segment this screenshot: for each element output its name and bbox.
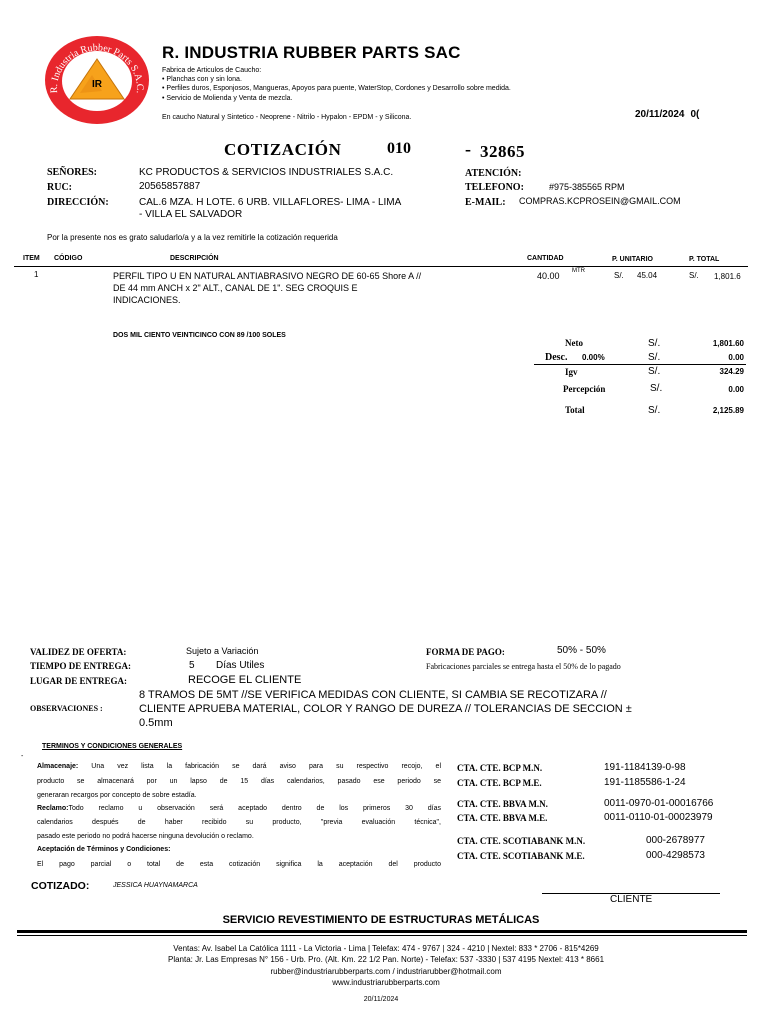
desc-value: 0.00 [728, 353, 744, 362]
svg-text:R. Industria Rubber Parts S.A.: R. Industria Rubber Parts S.A.C. [48, 42, 146, 94]
header-date-suffix: 0( [690, 109, 700, 120]
direccion-line-1: CAL.6 MZA. H LOTE. 6 URB. VILLAFLORES- LIMA - LIMA [139, 197, 402, 208]
cotizado-label: COTIZADO: [31, 880, 90, 892]
terms-aceptacion-label: Aceptación de Términos y Condiciones: [37, 846, 171, 853]
company-bullet-3: • Servicio de Molienda y Venta de mezcla. [162, 95, 293, 102]
company-logo [44, 35, 150, 125]
bank-value-4: 0011-0110-01-00023979 [604, 812, 713, 823]
company-materials: En caucho Natural y Sintetico - Neoprene - Nitrilo - Hypalon - EPDM - y Silicona. [162, 114, 412, 121]
ruc-value: 20565857887 [139, 181, 201, 192]
footer-rule-thin [17, 935, 747, 936]
header-date [635, 109, 699, 120]
email-value: COMPRAS.KCPROSEIN@GMAIL.COM [519, 196, 681, 206]
bank-label-4: CTA. CTE. BBVA M.E. [457, 813, 548, 823]
bank-value-2: 191-1185586-1-24 [604, 777, 686, 788]
observaciones-line-1: 8 TRAMOS DE 5MT //SE VERIFICA MEDIDAS CON CLIENTE, SI CAMBIA SE RECOTIZARA // [139, 689, 607, 701]
row-punitario: 45.04 [637, 271, 658, 280]
company-bullet-2: • Perfiles duros, Esponjosos, Mangueras, Apoyos para puente, WaterStop, Cordones y Desarrollo sobre medida. [162, 85, 511, 92]
observaciones-line-2: CLIENTE APRUEBA MATERIAL, COLOR Y RANGO DE DUREZA // TOLERANCIAS DE SECCION ± [139, 703, 632, 715]
terms-almacenaje-line-3: generaran recargos por concepto de sobre estadía. [37, 792, 197, 799]
th-ptotal: P. TOTAL [689, 256, 720, 263]
th-punitario: P. UNITARIO [612, 256, 653, 263]
lugar-value: RECOGE EL CLIENTE [188, 674, 302, 686]
quote-dash: - [465, 139, 471, 159]
bank-label-5: CTA. CTE. SCOTIABANK M.N. [457, 836, 586, 846]
footer-ventas: Ventas: Av. Isabel La Católica 1111 - La Victoria - Lima | Telefax: 474 - 9767 | 324 - 4210 | Nextel: 833 * 2706 - 815*4269 [173, 944, 599, 953]
senores-value: KC PRODUCTOS & SERVICIOS INDUSTRIALES S.A.C. [139, 167, 394, 178]
bank-label-1: CTA. CTE. BCP M.N. [457, 763, 543, 773]
direccion-line-2: - VILLA EL SALVADOR [139, 209, 243, 220]
validez-value: Sujeto a Variación [186, 646, 259, 656]
row-desc-line-2: DE 44 mm ANCH x 2" ALT., CANAL DE 1". SEG CROQUIS E [113, 283, 358, 293]
senores-label: SEÑORES: [47, 167, 98, 178]
igv-currency: S/. [648, 366, 661, 377]
company-tagline: Fabrica de Articulos de Caucho: [162, 67, 262, 74]
desc-currency: S/. [648, 352, 661, 363]
row-currency-unit: S/. [614, 271, 624, 280]
neto-currency: S/. [648, 338, 661, 349]
th-cantidad: CANTIDAD [527, 255, 564, 262]
cotizado-value: JESSICA HUAYNAMARCA [113, 882, 198, 889]
table-header-rule [14, 266, 748, 267]
footer-web: www.industriarubberparts.com [332, 978, 440, 987]
company-name: R. INDUSTRIA RUBBER PARTS SAC [162, 43, 461, 62]
row-desc-line-1: PERFIL TIPO U EN NATURAL ANTIABRASIVO NEGRO DE 60-65 Shore A // [113, 271, 422, 281]
bank-value-3: 0011-0970-01-00016766 [604, 798, 714, 809]
bank-value-1: 191-1184139-0-98 [604, 762, 686, 773]
observaciones-label: OBSERVACIONES : [30, 704, 103, 713]
email-label: E-MAIL: [465, 197, 506, 208]
row-cantidad: 40.00 [537, 271, 560, 281]
row-currency-total: S/. [689, 271, 699, 280]
observaciones-line-3: 0.5mm [139, 717, 173, 729]
intro-text: Por la presente nos es grato saludarlo/a y a la vez remitirle la cotización requerida [47, 233, 338, 242]
direccion-label: DIRECCIÓN: [47, 197, 109, 208]
totals-rule [534, 364, 746, 365]
tiempo-label: TIEMPO DE ENTREGA: [30, 661, 132, 671]
company-bullet-1: • Planchas con y sin lona. [162, 76, 242, 83]
bank-label-3: CTA. CTE. BBVA M.N. [457, 799, 548, 809]
footer-emails: rubber@industriarubberparts.com / industriarubber@hotmail.com [270, 967, 502, 976]
total-label: Total [565, 405, 585, 415]
footer-rule-thick [17, 930, 747, 933]
footer-service: SERVICIO REVESTIMIENTO DE ESTRUCTURAS METÁLICAS [222, 914, 540, 926]
company-logo-icon [44, 35, 150, 125]
igv-value: 324.29 [719, 367, 744, 376]
header-date-value: 20/11/2024 [635, 109, 685, 120]
tiempo-unit: Días Utiles [216, 660, 265, 671]
terms-reclamo-first: Todo reclamo u observación será aceptado dentro de los primeros 30 días [68, 805, 441, 812]
bank-value-5: 000-2678977 [646, 835, 705, 846]
pago-value: 50% - 50% [557, 645, 606, 656]
pago-note: Fabricaciones parciales se entrega hasta el 50% de lo pagado [426, 662, 621, 671]
total-currency: S/. [648, 405, 661, 416]
validez-label: VALIDEZ DE OFERTA: [30, 647, 127, 657]
terms-almacenaje-label: Almacenaje: [37, 763, 79, 770]
th-codigo: CÓDIGO [54, 255, 83, 262]
terms-reclamo-line-2: calendarios después de haber recibido su producto, "previa evaluación técnica", [37, 819, 441, 826]
terms-reclamo-line-3: pasado este periodo no podrá hacerse ninguna devolución o reclamo. [37, 833, 254, 840]
terms-title: TERMINOS Y CONDICIONES GENERALES [42, 743, 183, 750]
quote-title: COTIZACIÓN [224, 140, 342, 159]
row-unidad: MTR [572, 268, 585, 274]
desc-label: Desc. [545, 352, 568, 363]
quote-series: 010 [387, 140, 411, 157]
row-item: 1 [34, 270, 39, 279]
footer-date: 20/11/2024 [363, 996, 399, 1003]
atencion-label: ATENCIÓN: [465, 168, 522, 179]
bank-value-6: 000-4298573 [646, 850, 705, 861]
th-item: ITEM [23, 255, 40, 262]
ruc-label: RUC: [47, 182, 72, 193]
neto-value: 1,801.60 [712, 339, 744, 348]
neto-label: Neto [565, 338, 583, 348]
footer-planta: Planta: Jr. Las Empresas N° 156 - Urb. Pro. (Alt. Km. 22 1/2 Pan. Norte) - Telefax: 537 -3330 | 537 4195 Nextel: 413 * 8661 [167, 955, 605, 964]
bank-label-2: CTA. CTE. BCP M.E. [457, 778, 542, 788]
row-ptotal: 1,801.6 [714, 272, 741, 281]
cliente-label: CLIENTE [610, 894, 653, 905]
telefono-label: TELEFONO: [465, 182, 524, 193]
terms-almacenaje-line-2: producto se almacenará por un lapso de 15 días calendarios, pasado ese periodo se [37, 778, 441, 785]
amount-in-words: DOS MIL CIENTO VEINTICINCO CON 89 /100 SOLES [113, 332, 286, 339]
th-descripcion: DESCRIPCIÓN [170, 255, 219, 262]
tiempo-number: 5 [189, 660, 195, 671]
terms-almacenaje-first: Una vez lista la fabricación se dará aviso para su respectivo recojo, el [78, 763, 441, 770]
percepcion-label: Percepción [563, 384, 606, 394]
bank-label-6: CTA. CTE. SCOTIABANK M.E. [457, 851, 585, 861]
row-desc-line-3: INDICACIONES. [113, 295, 181, 305]
quote-number: 32865 [480, 142, 525, 161]
telefono-value: #975-385565 RPM [549, 182, 625, 192]
percepcion-value: 0.00 [728, 385, 744, 394]
terms-dot: - [21, 753, 24, 760]
pago-label: FORMA DE PAGO: [426, 647, 505, 657]
terms-reclamo-label: Reclamo: [37, 805, 69, 812]
terms-aceptacion-line: El pago parcial o total de esta cotización significa la aceptación del producto [37, 861, 441, 868]
total-value: 2,125.89 [712, 406, 744, 415]
igv-label: Igv [565, 367, 578, 377]
lugar-label: LUGAR DE ENTREGA: [30, 676, 128, 686]
desc-pct: 0.00% [582, 353, 605, 362]
svg-text:IR: IR [92, 79, 102, 90]
terms-reclamo [37, 805, 441, 812]
terms-almacenaje [37, 763, 441, 770]
percepcion-currency: S/. [650, 383, 663, 394]
